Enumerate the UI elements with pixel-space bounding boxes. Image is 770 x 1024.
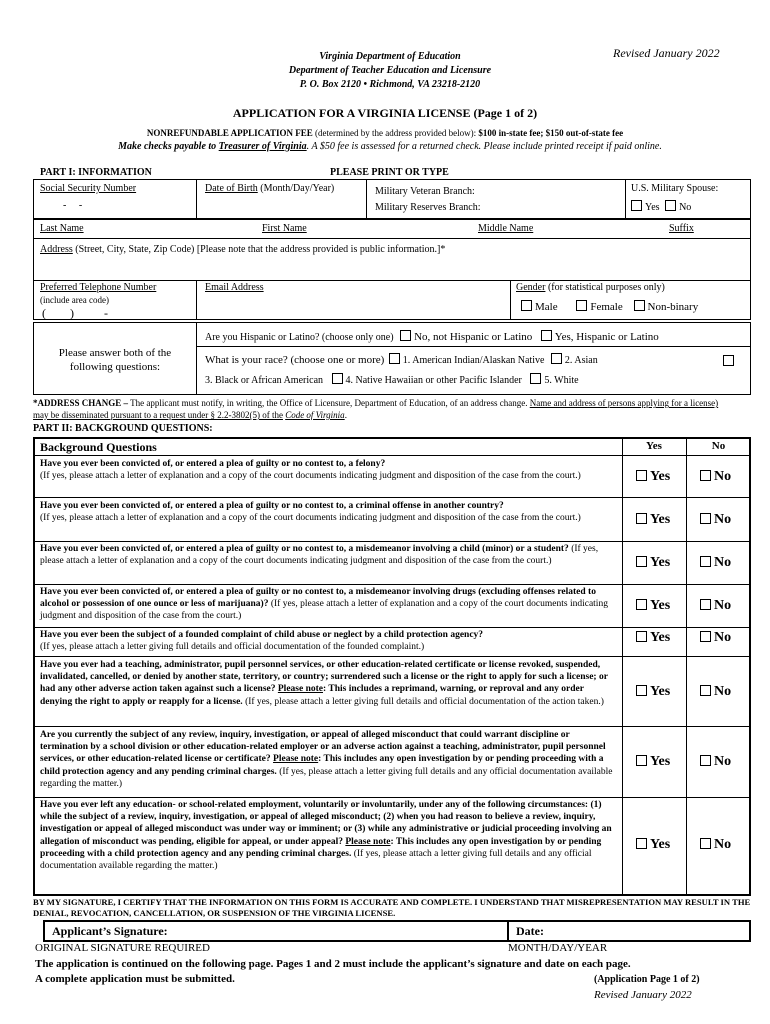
q1-no-option xyxy=(700,469,731,485)
page-title: APPLICATION FOR A VIRGINIA LICENSE (Page 1 of 2) xyxy=(232,106,538,120)
q5-yes-option xyxy=(636,630,670,646)
race-3-checkbox[interactable] xyxy=(723,355,734,366)
q1-no-label: No xyxy=(714,469,732,484)
q5-yes-label: Yes xyxy=(650,630,671,645)
gender-heading xyxy=(516,282,665,293)
q7-note: (If yes, please attach a letter giving full details and any official documentation available regarding the matter.) xyxy=(40,766,613,789)
q7-no-option xyxy=(700,754,731,770)
q3-no-checkbox[interactable] xyxy=(700,556,711,567)
q7-yes-option xyxy=(636,754,670,770)
race-5-label: 5. White xyxy=(544,375,579,386)
fee-amounts: $100 in-state fee; $150 out-of-state fee xyxy=(478,128,624,138)
address-field[interactable] xyxy=(40,244,445,255)
q6-yes-checkbox[interactable] xyxy=(636,685,647,696)
phone-field[interactable]: ( ) - xyxy=(42,306,108,320)
gender-note: (for statistical purposes only) xyxy=(547,282,665,293)
checks-payee: Treasurer of Virginia xyxy=(218,141,307,152)
spouse-label: U.S. Military Spouse: xyxy=(631,183,719,194)
hispanic-no-checkbox[interactable] xyxy=(400,330,411,341)
address-note: (Street, City, State, Zip Code) [Please note that the address provided is public information.]* xyxy=(75,244,446,255)
q2-yes-checkbox[interactable] xyxy=(636,513,647,524)
addr-change-heading: *ADDRESS CHANGE – xyxy=(33,398,129,408)
q4-yes-label: Yes xyxy=(650,598,671,613)
continued-notice: The application is continued on the following page. Pages 1 and 2 must include the applicant’s signature and date on each page. xyxy=(35,958,631,970)
q1-note: (If yes, please attach a letter of explanation and a copy of the court documents indicating judgment and disposition of the case from the court.) xyxy=(40,471,581,482)
date-format-note: MONTH/DAY/YEAR xyxy=(508,942,608,954)
q8-no-label: No xyxy=(714,837,732,852)
q7-yes-label: Yes xyxy=(650,754,671,769)
q8-yes-option xyxy=(636,837,670,853)
middle-name-field[interactable]: Middle Name xyxy=(478,223,534,234)
revised-date-bottom: Revised January 2022 xyxy=(594,989,692,1001)
page-indicator: (Application Page 1 of 2) xyxy=(594,974,700,985)
q3-note: (If yes, please attach a letter of explanation and a copy of the court documents indicating judgment and disposition of the case from the court.) xyxy=(40,544,599,567)
q5-no-option xyxy=(700,630,731,646)
q1-no-checkbox[interactable] xyxy=(700,470,711,481)
checks-suffix: . A $50 fee is assessed for a returned check. Please include printed receipt if paid online. xyxy=(306,141,662,152)
q6-please-note: Please note xyxy=(277,684,323,695)
spouse-no-label: No xyxy=(679,202,692,213)
q1-yes-checkbox[interactable] xyxy=(636,470,647,481)
ssn-label: Social Security Number xyxy=(40,183,137,194)
q6-text: Have you ever had a teaching, administrator, pupil personnel services, or other education-related certificate or license revoked, suspended, invalidated, cancelled, or denied by another state, territory, or country; surrendered such a license or the right to apply for such a license; or had any other adverse action taken against such a license? xyxy=(40,660,608,695)
race-4-checkbox[interactable] xyxy=(332,373,343,384)
spouse-yes-checkbox[interactable] xyxy=(631,200,642,211)
question-foreign-offense xyxy=(40,500,618,524)
q4-yes-checkbox[interactable] xyxy=(636,599,647,610)
question-felony xyxy=(40,458,618,482)
checks-line xyxy=(40,141,740,152)
question-left-employment xyxy=(40,799,618,872)
q8-text-2: : This includes any open investigation by or pending proceeding with a child protection agency and any pending criminal charges. xyxy=(40,836,602,859)
race-q-text: What is your race? (choose one or more) xyxy=(205,354,385,366)
q7-please-note: Please note xyxy=(273,754,319,765)
q6-no-label: No xyxy=(714,684,732,699)
spouse-no-checkbox[interactable] xyxy=(665,200,676,211)
q7-no-label: No xyxy=(714,754,732,769)
q6-note: (If yes, please attach a letter giving full details and official documentation of the action taken.) xyxy=(245,696,604,707)
q2-yes-option xyxy=(636,512,670,528)
agency-name: Virginia Department of Education xyxy=(319,51,461,62)
gender-female-checkbox[interactable] xyxy=(576,300,587,311)
col-yes: Yes xyxy=(646,440,662,452)
q2-no-option xyxy=(700,512,731,528)
department-name: Department of Teacher Education and Licensure xyxy=(288,65,492,76)
q7-no-checkbox[interactable] xyxy=(700,755,711,766)
hispanic-no-label: No, not Hispanic or Latino xyxy=(414,331,533,343)
q7-text-2: : This includes any open investigation by or pending proceeding with a child protection agency and any pending criminal charges. xyxy=(40,754,604,777)
q4-note: (If yes, please attach a letter of explanation and a copy of the court documents indicating judgment and disposition of the case from the court.) xyxy=(40,599,608,622)
fee-label: NONREFUNDABLE APPLICATION FEE xyxy=(146,128,313,138)
q3-yes-label: Yes xyxy=(650,555,671,570)
email-field[interactable]: Email Address xyxy=(205,282,264,293)
q6-yes-label: Yes xyxy=(650,684,671,699)
q1-yes-option xyxy=(636,469,670,485)
ssn-field[interactable]: - - xyxy=(63,200,83,211)
question-child-abuse xyxy=(40,629,618,653)
part2-title: PART II: BACKGROUND QUESTIONS: xyxy=(33,423,213,434)
q7-yes-checkbox[interactable] xyxy=(636,755,647,766)
phone-note: (include area code) xyxy=(40,295,109,305)
q5-no-checkbox[interactable] xyxy=(700,631,711,642)
q7-text: Are you currently the subject of any review, inquiry, investigation, or appeal of alleged misconduct that could warrant discipline or termination by a school division or other education-related employer or an adverse action against a teaching, administrator, pupil personnel services, or other education-related license or certificate? xyxy=(40,730,606,765)
address-change-notice xyxy=(33,397,733,421)
q3-yes-checkbox[interactable] xyxy=(636,556,647,567)
revised-date-top: Revised January 2022 xyxy=(613,46,720,60)
print-note: PLEASE PRINT OR TYPE xyxy=(330,167,449,178)
dob-format: (Month/Day/Year) xyxy=(260,183,335,194)
q3-yes-option xyxy=(636,555,670,571)
race-2-label: 2. Asian xyxy=(564,355,598,366)
addr-change-text: The applicant must notify, in writing, the Office of Licensure, Department of Education, of an address change. xyxy=(130,398,528,408)
dob-label: Date of Birth xyxy=(205,183,258,194)
spouse-options xyxy=(631,200,691,213)
complete-notice: A complete application must be submitted. xyxy=(35,973,235,985)
first-name-field[interactable]: First Name xyxy=(262,223,307,234)
gender-male-checkbox[interactable] xyxy=(521,300,532,311)
q2-text: Have you ever been convicted of, or entered a plea of guilty or no contest to, a criminal offense in another country? xyxy=(40,501,504,511)
question-drug-misdemeanor xyxy=(40,586,618,623)
veteran-branch-field[interactable]: Military Veteran Branch: xyxy=(375,186,475,197)
certification-statement: BY MY SIGNATURE, I CERTIFY THAT THE INFORMATION ON THIS FORM IS ACCURATE AND COMPLETE. I UNDERSTAND THAT MISREPRESENTATION MAY RESULT IN THE DENIAL, REVOCATION, CANCELLATION, OR SUSPENSION OF THE VIRGINIA LICENSE. xyxy=(33,897,751,918)
part1-title: PART I: INFORMATION xyxy=(40,167,152,178)
q5-yes-checkbox[interactable] xyxy=(636,631,647,642)
fee-note: (determined by the address provided below): xyxy=(314,128,477,138)
signature-required-note: ORIGINAL SIGNATURE REQUIRED xyxy=(35,942,210,954)
applicant-signature-field[interactable]: Applicant’s Signature: xyxy=(52,924,168,938)
q8-yes-label: Yes xyxy=(650,837,671,852)
q5-text: Have you ever been the subject of a founded complaint of child abuse or neglect by a child protection agency? xyxy=(40,630,484,640)
q8-no-option xyxy=(700,837,731,853)
col-no: No xyxy=(711,440,726,452)
gender-label: Gender xyxy=(516,282,546,293)
last-name-field[interactable]: Last Name xyxy=(40,223,84,234)
q3-no-label: No xyxy=(714,555,732,570)
q4-no-label: No xyxy=(714,598,732,613)
q6-no-checkbox[interactable] xyxy=(700,685,711,696)
race-3-label: 3. Black or African American xyxy=(205,375,324,386)
q2-no-checkbox[interactable] xyxy=(700,513,711,524)
q1-yes-label: Yes xyxy=(650,469,671,484)
dob-field[interactable] xyxy=(205,183,334,194)
q4-no-option xyxy=(700,598,731,614)
addr-change-period: . xyxy=(344,410,347,420)
race-question-line2 xyxy=(205,373,579,386)
addr-change-code: Code of Virginia xyxy=(285,410,345,420)
phone-label: Preferred Telephone Number xyxy=(40,282,157,293)
q2-yes-label: Yes xyxy=(650,512,671,527)
gender-options xyxy=(521,300,698,313)
race-question-line1 xyxy=(205,353,598,366)
hispanic-yes-label: Yes, Hispanic or Latino xyxy=(554,331,659,343)
addr-change-underlined: Name and address of persons applying for a license) may be disseminated pursuant to a request under § 2.2-3802(5) of the xyxy=(33,398,719,420)
question-license-revoked xyxy=(40,659,618,708)
gender-male-label: Male xyxy=(535,301,558,313)
hispanic-yes-checkbox[interactable] xyxy=(541,330,552,341)
race-2-checkbox[interactable] xyxy=(551,353,562,364)
gender-nonbinary-checkbox[interactable] xyxy=(634,300,645,311)
race-1-checkbox[interactable] xyxy=(389,353,400,364)
race-4-label: 4. Native Hawaiian or other Pacific Islander xyxy=(345,375,522,386)
both-questions-note: Please answer both of the following questions: xyxy=(58,347,172,373)
q3-text: Have you ever been convicted of, or entered a plea of guilty or no contest to, a misdemeanor involving a child (minor) or a student? xyxy=(40,544,569,554)
address-label: Address xyxy=(40,244,73,255)
checks-prefix: Make checks payable to xyxy=(118,141,217,152)
q8-yes-checkbox[interactable] xyxy=(636,838,647,849)
spouse-yes-label: Yes xyxy=(645,202,660,213)
q6-no-option xyxy=(700,684,731,700)
gender-nonbinary-label: Non-binary xyxy=(647,301,699,313)
race-1-label: 1. American Indian/Alaskan Native xyxy=(402,355,545,366)
hispanic-q-text: Are you Hispanic or Latino? (choose only one) xyxy=(205,332,394,343)
q6-text-2: : This includes a reprimand, warning, or reproval and any order denying the right to apply or reapply for a license. xyxy=(40,684,584,707)
suffix-field[interactable]: Suffix xyxy=(669,223,694,234)
agency-address: P. O. Box 2120 • Richmond, VA 23218-2120 xyxy=(299,79,481,90)
q8-note: (If yes, please attach a letter giving full details and any official documentation available regarding the matter.) xyxy=(40,848,592,872)
q1-text: Have you ever been convicted of, or entered a plea of guilty or no contest to, a felony? xyxy=(40,459,386,469)
q6-yes-option xyxy=(636,684,670,700)
q3-no-option xyxy=(700,555,731,571)
q4-text: Have you ever been convicted of, or entered a plea of guilty or no contest to, a misdemeanor involving drugs (excluding offenses related to alcohol or possession of one ounce or less of marijuana)? xyxy=(40,587,596,610)
q2-note: (If yes, please attach a letter of explanation and a copy of the court documents indicating judgment and disposition of the case from the court.) xyxy=(40,513,581,524)
q2-no-label: No xyxy=(714,512,732,527)
question-current-investigation xyxy=(40,729,618,790)
q4-yes-option xyxy=(636,598,670,614)
q8-text: Have you ever left any education- or school-related employment, voluntarily or involuntarily, under any of the following circumstances: (1) while the subject of a review, inquiry, investigation, or appeal of alleged misconduct; (2) when you had reason to believe a review, inquiry, investigation or appeal of alleged misconduct was under way or imminent; or (3) while any administrative or judicial proceeding involving an allegation of misconduct was pending, eligible for appeal, or under appeal? xyxy=(40,800,612,847)
hispanic-question xyxy=(205,330,659,343)
q4-no-checkbox[interactable] xyxy=(700,599,711,610)
q5-note: (If yes, please attach a letter giving full details and official documentation of the founded complaint.) xyxy=(40,642,425,653)
gender-female-label: Female xyxy=(590,301,623,313)
q8-no-checkbox[interactable] xyxy=(700,838,711,849)
q5-no-label: No xyxy=(714,630,732,645)
q8-please-note: Please note xyxy=(345,836,391,847)
reserves-branch-field[interactable]: Military Reserves Branch: xyxy=(375,202,481,213)
question-child-misdemeanor xyxy=(40,543,618,567)
fee-line xyxy=(60,128,710,138)
col-background-questions: Background Questions xyxy=(40,440,157,454)
signature-date-field[interactable]: Date: xyxy=(516,924,544,938)
race-5-checkbox[interactable] xyxy=(530,373,541,384)
